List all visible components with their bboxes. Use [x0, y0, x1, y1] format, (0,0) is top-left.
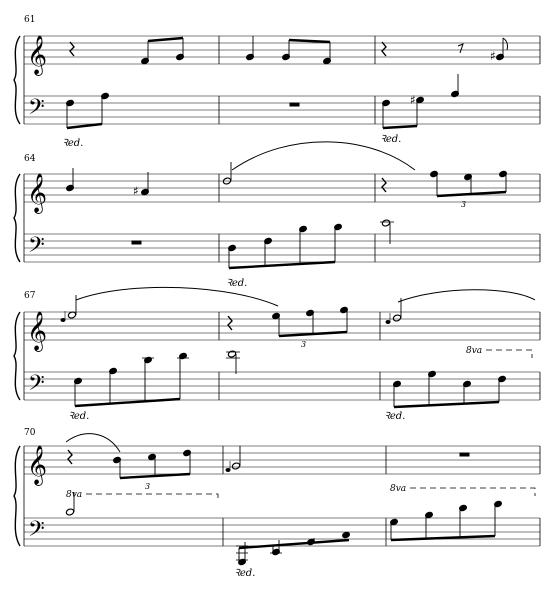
- bass-clef-icon: 𝄢: [28, 233, 45, 263]
- octave-line: [86, 494, 218, 502]
- octave-mark: 8va: [390, 484, 407, 494]
- bass-clef-icon: 𝄢: [28, 371, 45, 401]
- barlines: [24, 36, 540, 124]
- pedal-mark: Ꝛ𝑒𝑑.: [384, 411, 406, 422]
- quarter-rest-icon: [382, 178, 386, 192]
- bass-clef-icon: 𝄢: [28, 517, 45, 547]
- measure-number: 64: [24, 154, 36, 164]
- bass-staff: [24, 96, 540, 124]
- quarter-rest-icon: [68, 450, 72, 464]
- octave-line: [486, 350, 532, 358]
- slur: [398, 290, 535, 302]
- bass-staff: [24, 372, 540, 400]
- treble-clef-icon: 𝄞: [27, 173, 48, 213]
- measure-number: 67: [24, 291, 36, 301]
- treble-clef-icon: 𝄞: [27, 311, 48, 351]
- slur: [232, 142, 415, 170]
- pedal-mark: Ꝛ𝑒𝑑.: [380, 134, 402, 145]
- sharp-accidental: ♯: [410, 93, 416, 107]
- system-3: [14, 287, 540, 422]
- triplet-mark: 3: [461, 200, 467, 209]
- pedal-mark: Ꝛ𝑒𝑑.: [68, 411, 90, 422]
- treble-staff: [24, 446, 540, 474]
- barlines: [24, 312, 540, 400]
- beam: [239, 540, 349, 548]
- system-4: [14, 428, 540, 579]
- notes: [66, 162, 508, 268]
- measure-number: 70: [24, 428, 36, 438]
- grand-staff-brace: [14, 174, 20, 262]
- bass-clef-icon: 𝄢: [28, 95, 45, 125]
- slur: [76, 287, 278, 306]
- treble-clef-icon: 𝄞: [27, 445, 48, 485]
- quarter-rest-icon: [382, 42, 386, 56]
- triplet-mark: 3: [301, 340, 307, 349]
- quarter-rest-icon: [70, 42, 74, 56]
- eighth-rest-icon: [458, 44, 463, 53]
- grand-staff-brace: [14, 312, 20, 400]
- slur: [66, 434, 120, 452]
- octave-line: [410, 488, 535, 496]
- grand-staff-brace: [14, 36, 20, 124]
- bass-staff: [24, 234, 540, 262]
- octave-mark: 8va: [466, 346, 483, 356]
- quarter-rest-icon: [228, 316, 232, 330]
- pedal-mark: Ꝛ𝑒𝑑.: [62, 138, 84, 149]
- pedal-mark: Ꝛ𝑒𝑑.: [226, 278, 248, 289]
- octave-mark: 8va: [66, 490, 83, 500]
- treble-staff: [24, 36, 540, 64]
- barlines: [24, 446, 540, 546]
- grand-staff-brace: [14, 446, 20, 546]
- system-1: [14, 15, 540, 149]
- triplet-mark: 3: [145, 482, 151, 491]
- sharp-accidental: ♯: [490, 49, 496, 63]
- bass-staff: [24, 518, 540, 546]
- sharp-accidental: ♯: [133, 184, 139, 198]
- measure-number: 61: [24, 15, 36, 25]
- pedal-mark: Ꝛ𝑒𝑑.: [234, 568, 256, 579]
- system-2: [14, 142, 540, 289]
- notes: [65, 446, 502, 566]
- treble-clef-icon: 𝄞: [27, 35, 48, 75]
- treble-staff: [24, 174, 540, 202]
- barlines: [24, 174, 540, 262]
